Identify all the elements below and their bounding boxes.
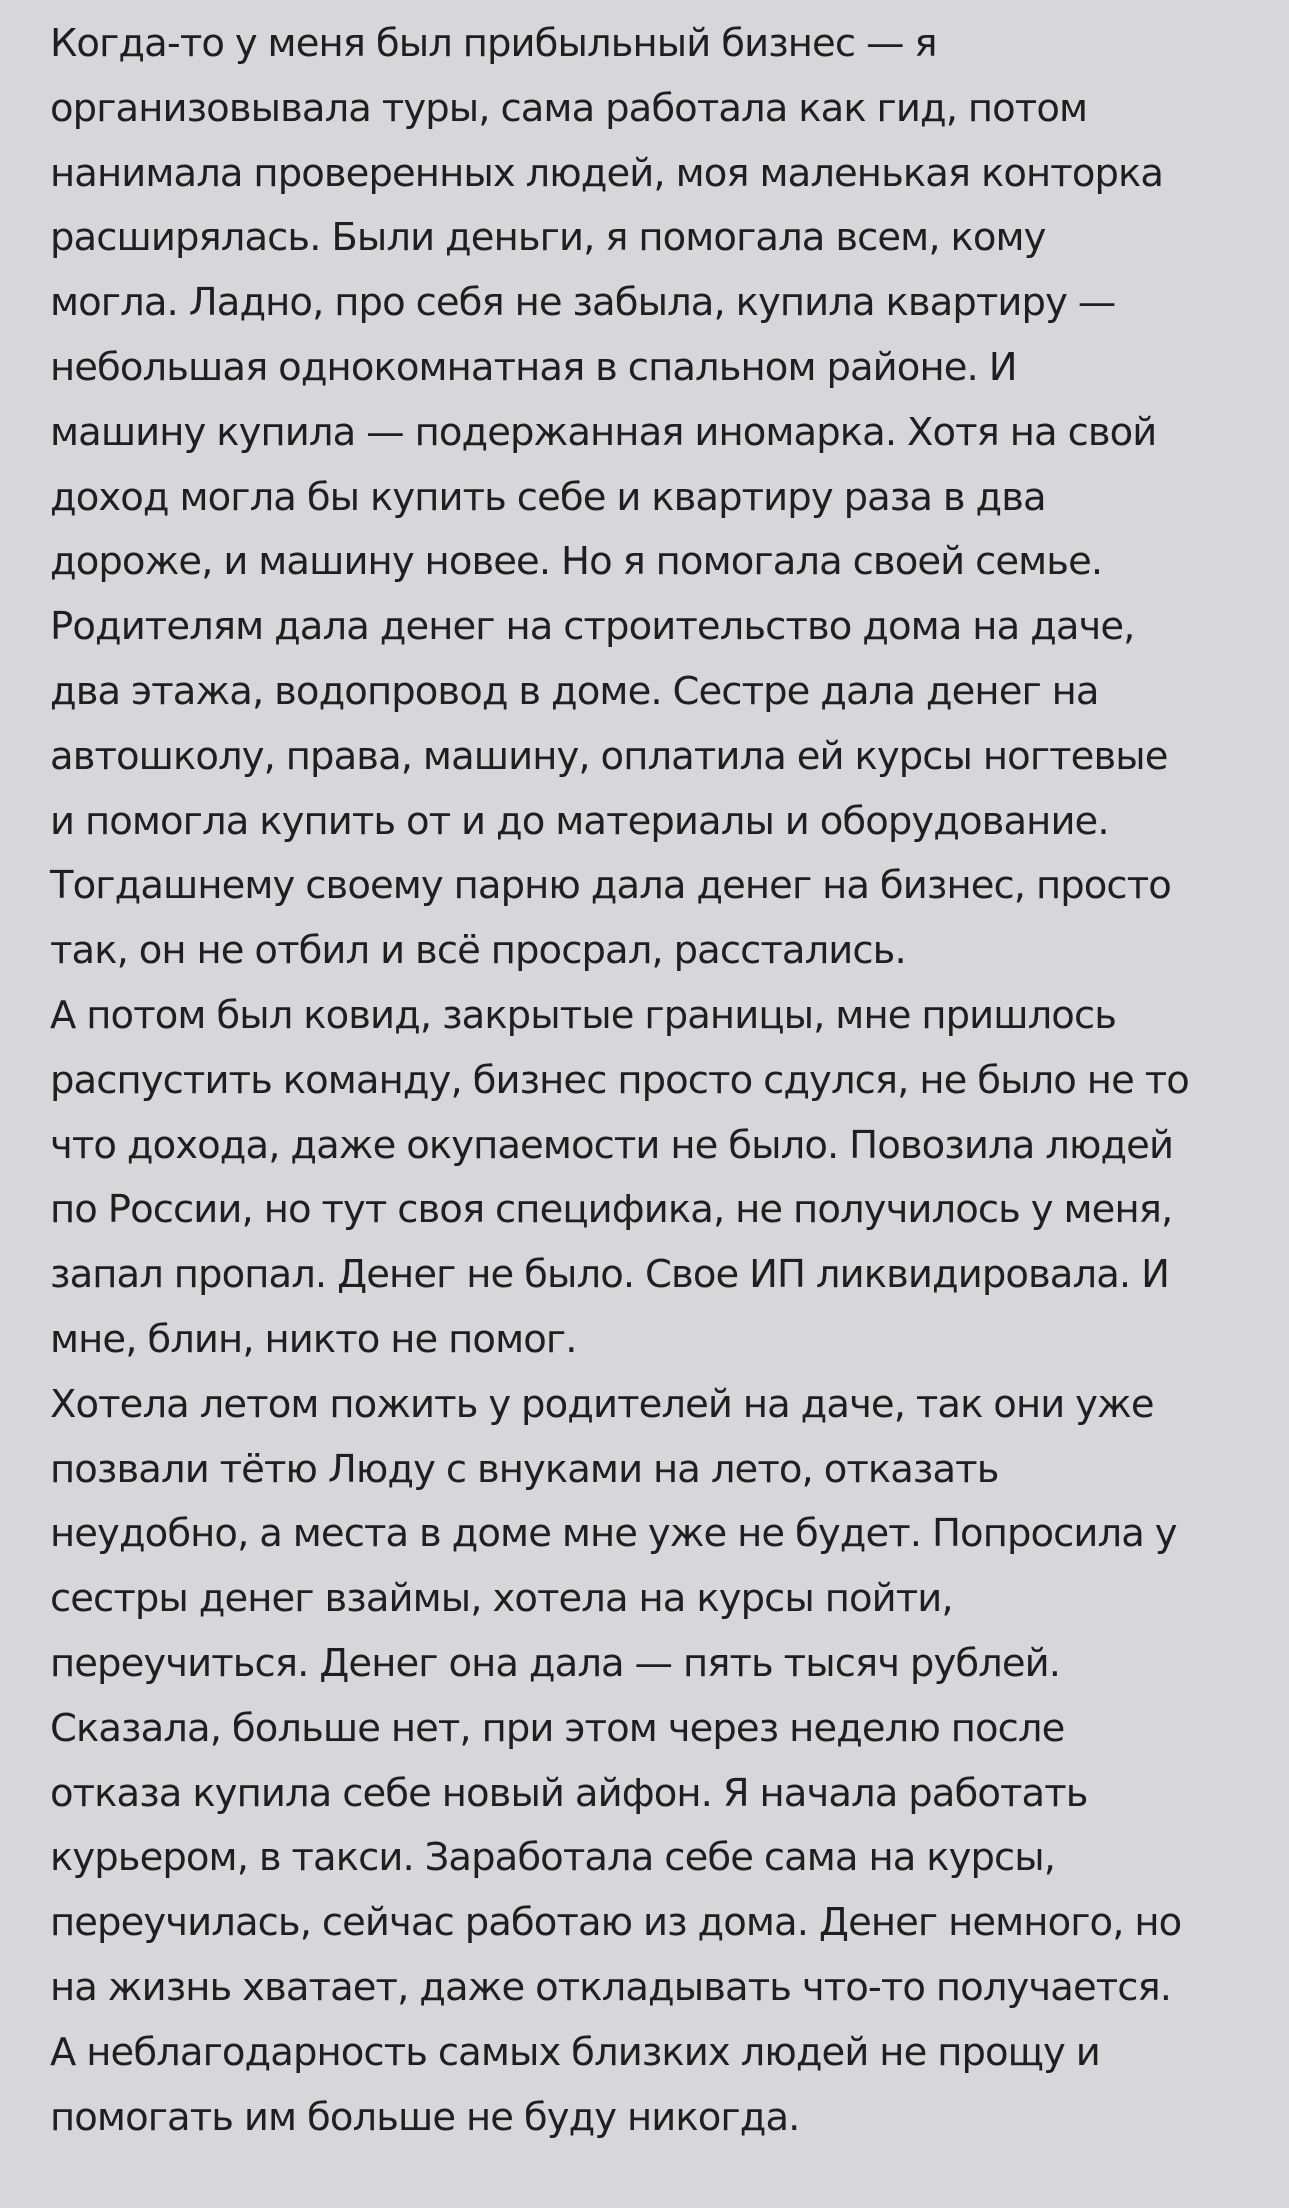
text-line: дороже, и машину новее. Но я помогала своей семье. [50,539,1103,585]
text-line: Хотела летом пожить у родителей на даче, так они уже [50,1381,1154,1427]
text-line: небольшая однокомнатная в спальном районе. И [50,344,1017,390]
text-line: расширялась. Были деньги, я помогала всем, кому [50,215,1046,261]
text-line: Когда-то у меня был прибыльный бизнес — я [50,21,937,66]
text-line: позвали тётю Люду с внуками на лето, отказать [50,1446,999,1492]
text-line: запал пропал. Денег не было. Свое ИП ликвидировала. И [50,1252,1169,1298]
text-line: Сказала, больше нет, при этом через неделю после [50,1705,1065,1751]
text-line: неудобно, а места в доме мне уже не будет. Попросила у [50,1511,1177,1557]
text-line: так, он не отбил и всё просрал, расстались. [50,928,906,974]
text-line: распустить команду, бизнес просто сдулся, не было не то [50,1057,1189,1103]
text-line: Тогдашнему своему парню дала денег на бизнес, просто [50,863,1171,909]
text-line: на жизнь хватает, даже откладывать что-то получается. [50,1964,1172,2010]
text-line: переучиться. Денег она дала — пять тысяч рублей. [50,1640,1061,1686]
text-line: курьером, в такси. Заработала себе сама на курсы, [50,1835,1056,1881]
text-line: автошколу, права, машину, оплатила ей курсы ногтевые [50,733,1168,779]
text-line: и помогла купить от и до материалы и оборудование. [50,798,1109,844]
text-line: помогать им больше не буду никогда. [50,2094,800,2140]
text-line: могла. Ладно, про себя не забыла, купила квартиру — [50,280,1116,326]
text-line: А потом был ковид, закрытые границы, мне пришлось [50,992,1117,1038]
text-line: сестры денег взаймы, хотела на курсы пойти, [50,1576,953,1622]
text-line: машину купила — подержанная иномарка. Хотя на свой [50,409,1157,455]
text-line: доход могла бы купить себе и квартиру раза в два [50,474,1046,520]
text-line: организовывала туры, сама работала как гид, потом [50,85,1088,131]
text-line: А неблагодарность самых близких людей не прощу и [50,2029,1100,2075]
text-line: мне, блин, никто не помог. [50,1316,577,1362]
text-line: два этажа, водопровод в доме. Сестре дала денег на [50,668,1099,714]
post-text [50,12,1280,2150]
text-line: отказа купила себе новый айфон. Я начала работать [50,1770,1088,1816]
text-line: по России, но тут своя специфика, не получилось у меня, [50,1187,1173,1233]
text-line: Родителям дала денег на строительство дома на даче, [50,604,1135,650]
text-line: нанимала проверенных людей, моя маленькая конторка [50,150,1164,196]
text-line: переучилась, сейчас работаю из дома. Денег немного, но [50,1900,1182,1946]
text-line: что дохода, даже окупаемости не было. Повозила людей [50,1122,1174,1168]
